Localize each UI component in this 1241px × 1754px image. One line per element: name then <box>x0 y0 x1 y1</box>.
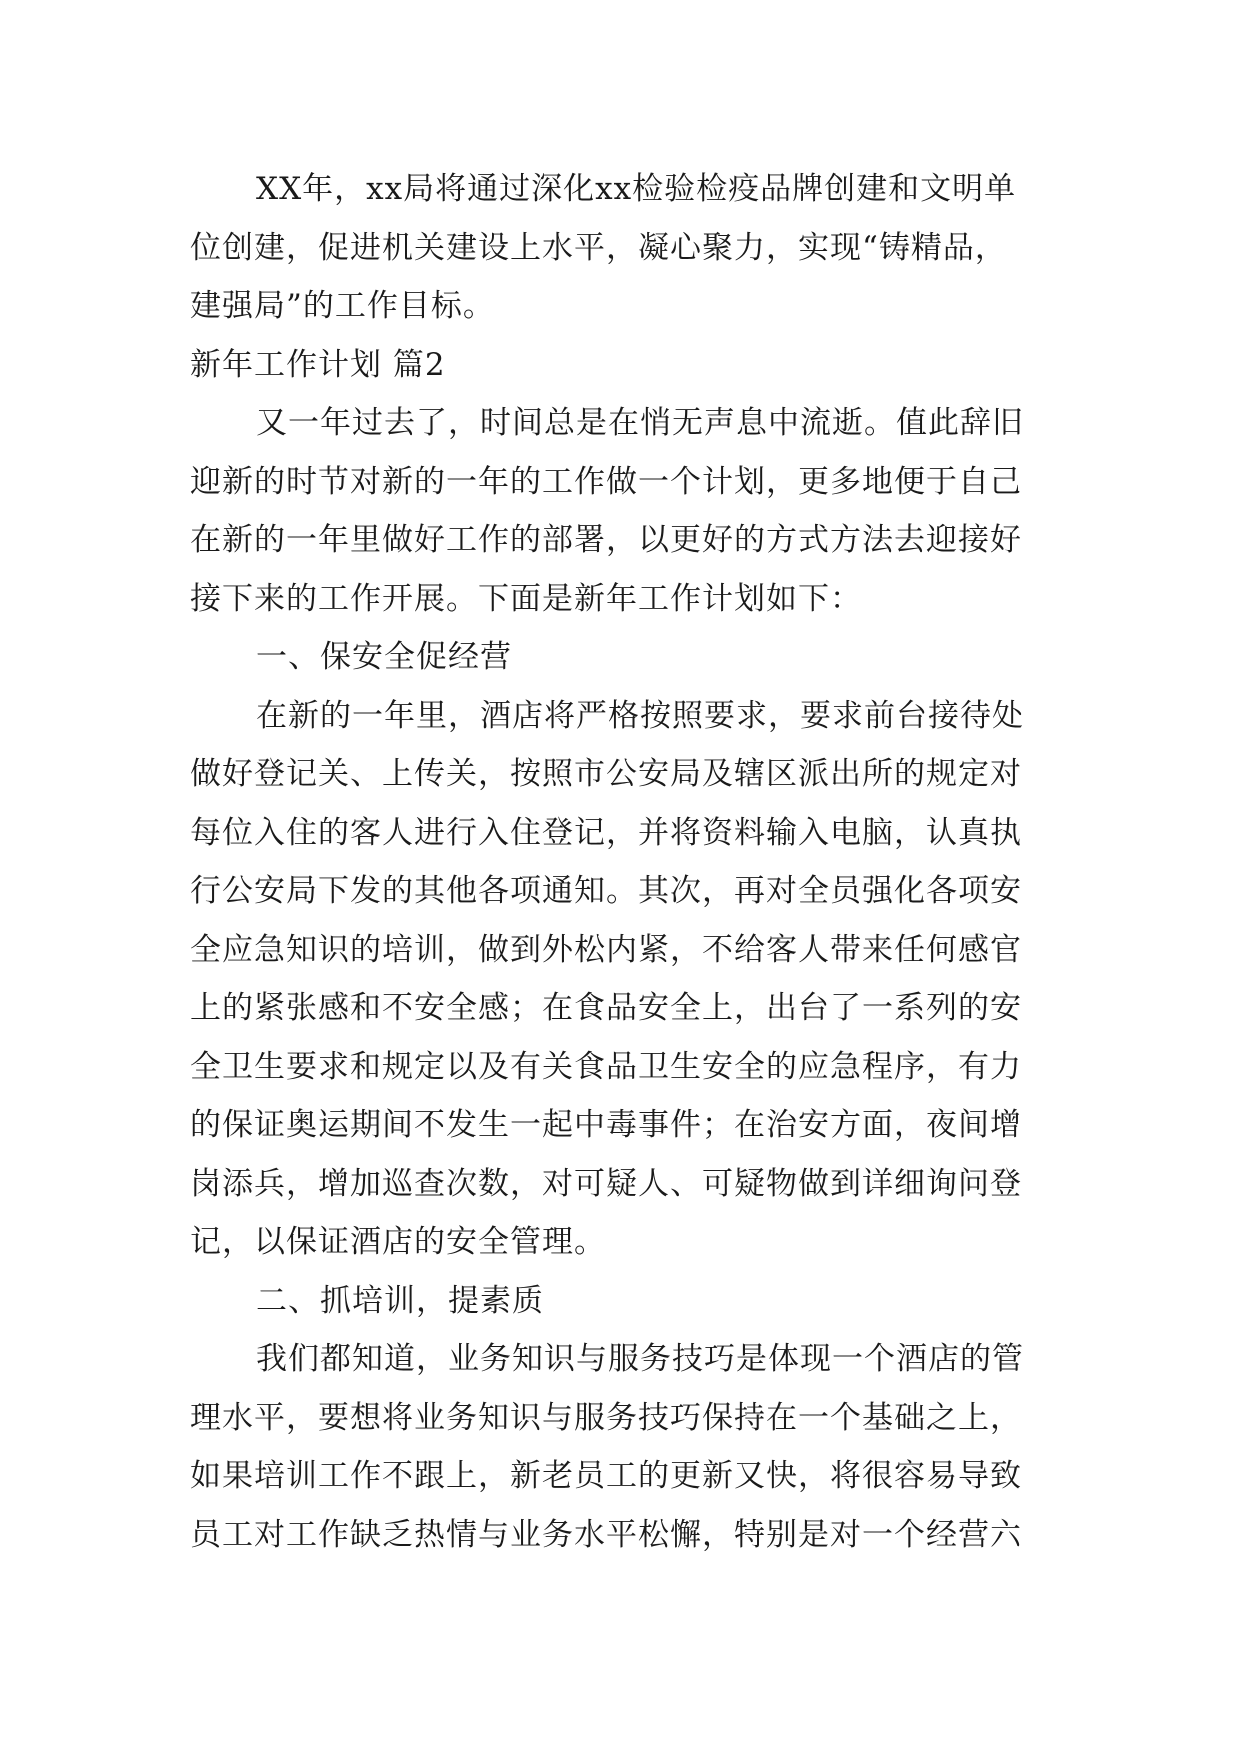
paragraph-line: 岗添兵，增加巡查次数，对可疑人、可疑物做到详细询问登 <box>190 1165 1022 1202</box>
paragraph-line: 行公安局下发的其他各项通知。其次，再对全员强化各项安 <box>190 873 1022 909</box>
section-title: 新年工作计划 篇2 <box>190 346 446 383</box>
paragraph-line: 我们都知道，业务知识与服务技巧是体现一个酒店的管 <box>256 1341 1024 1377</box>
paragraph-line: 理水平，要想将业务知识与服务技巧保持在一个基础之上， <box>190 1399 1022 1436</box>
paragraph-line: 迎新的时节对新的一年的工作做一个计划，更多地便于自己 <box>190 463 1022 500</box>
paragraph-line: 全卫生要求和规定以及有关食品卫生安全的应急程序，有力 <box>190 1048 1022 1085</box>
subheading: 一、保安全促经营 <box>256 639 512 675</box>
paragraph-line: 在新的一年里做好工作的部署，以更好的方式方法去迎接好 <box>190 522 1022 558</box>
paragraph-line: 记，以保证酒店的安全管理。 <box>190 1224 606 1260</box>
paragraph-line: 在新的一年里，酒店将严格按照要求，要求前台接待处 <box>256 697 1024 734</box>
document-body <box>190 160 1070 1564</box>
paragraph-line: 全应急知识的培训，做到外松内紧，不给客人带来任何感官 <box>190 931 1022 968</box>
paragraph-line: 上的紧张感和不安全感；在食品安全上，出台了一系列的安 <box>190 990 1022 1026</box>
paragraph-line: 如果培训工作不跟上，新老员工的更新又快，将很容易导致 <box>190 1458 1022 1494</box>
paragraph-line: 接下来的工作开展。下面是新年工作计划如下： <box>190 580 862 617</box>
paragraph-line: XX年，xx局将通过深化xx检验检疫品牌创建和文明单 <box>256 171 1017 207</box>
paragraph-line: 每位入住的客人进行入住登记，并将资料输入电脑，认真执 <box>190 814 1022 851</box>
paragraph-line: 位创建，促进机关建设上水平，凝心聚力，实现“铸精品， <box>190 229 1007 266</box>
paragraph-line: 建强局”的工作目标。 <box>190 288 495 324</box>
paragraph-line: 员工对工作缺乏热情与业务水平松懈，特别是对一个经营六 <box>190 1516 1022 1553</box>
paragraph-line: 的保证奥运期间不发生一起中毒事件；在治安方面，夜间增 <box>190 1107 1022 1143</box>
subheading: 二、抓培训，提素质 <box>256 1282 544 1319</box>
paragraph-line: 做好登记关、上传关，按照市公安局及辖区派出所的规定对 <box>190 756 1022 792</box>
paragraph-line: 又一年过去了，时间总是在悄无声息中流逝。值此辞旧 <box>256 405 1024 441</box>
